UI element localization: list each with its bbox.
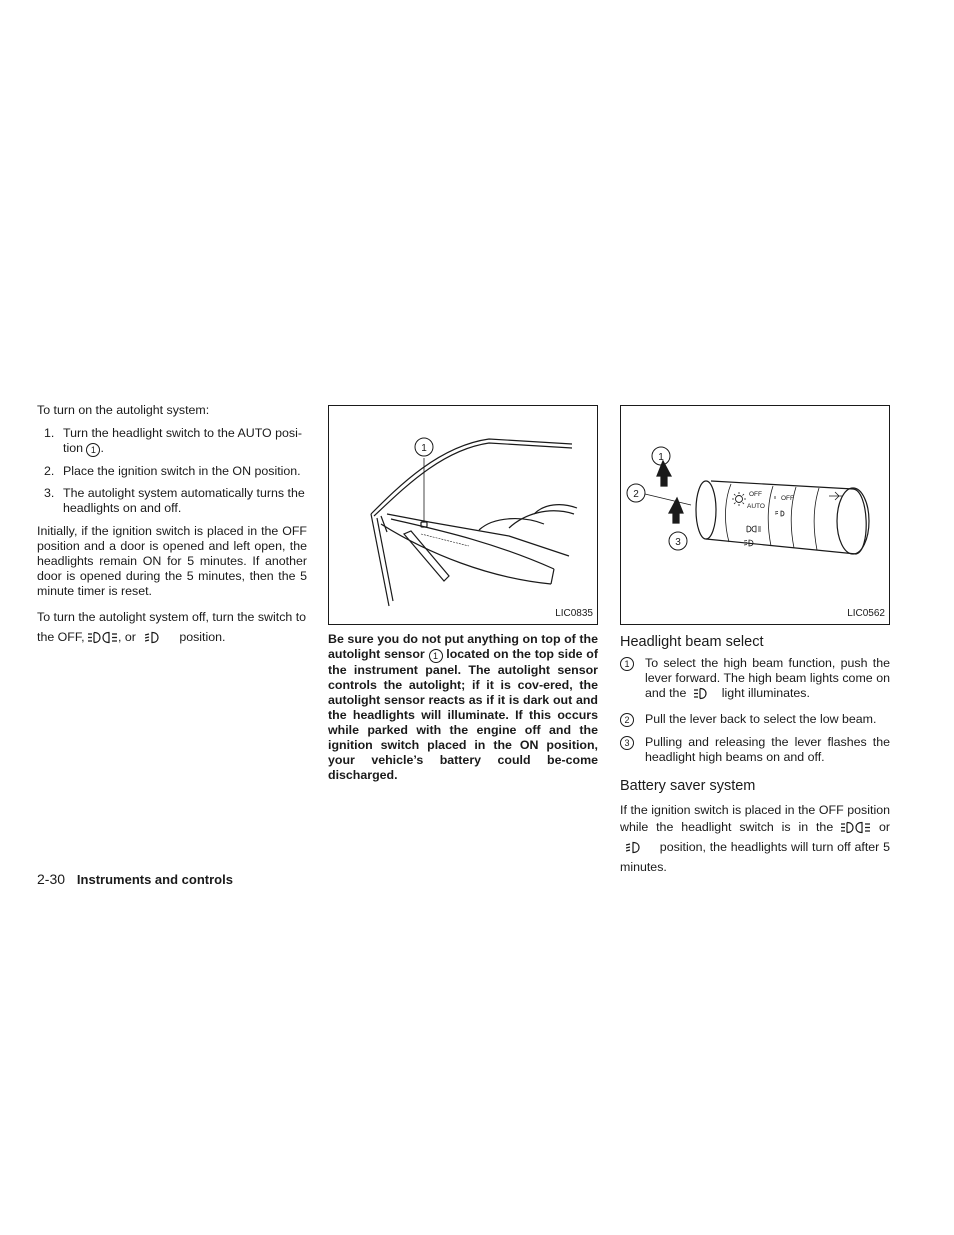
switch-label-auto: AUTO <box>747 503 765 510</box>
step-3: 3. The autolight system automatically turns the headlights on and off. <box>44 486 305 515</box>
battery-saver-paragraph: If the ignition switch is placed in the OFF position while the headlight switch is in the or position, the headlights will turn off after 5 minutes. <box>620 803 890 874</box>
beam-select-items <box>620 656 890 765</box>
callout-1-marker: 1 <box>86 443 100 457</box>
parking-light-icon <box>88 630 118 650</box>
headlight-lever-figure <box>620 405 890 625</box>
autolight-sensor-figure <box>328 405 598 625</box>
figure-callout-2: 2 <box>633 489 639 500</box>
windshield-dashboard-illustration <box>329 406 599 626</box>
battery-saver-heading: Battery saver system <box>620 778 756 794</box>
page-footer <box>37 871 233 887</box>
headlight-icon <box>145 630 161 650</box>
beam-item-2: 2 Pull the lever back to select the low beam. <box>620 712 890 727</box>
autolight-timer-paragraph: Initially, if the ignition switch is placed in the OFF position and a door is opened and left open, the headlights remain ON for 5 minutes. If another door is opened during the 5 minutes, then the 5 minute timer is reset. <box>37 524 307 598</box>
figure-code: LIC0562 <box>847 608 885 619</box>
combination-switch-illustration <box>621 406 891 626</box>
switch-label-off: OFF <box>749 491 762 498</box>
figure-callout-1: 1 <box>658 452 664 463</box>
headlight-icon <box>626 841 642 859</box>
left-column <box>37 403 307 650</box>
step-2: 2. Place the ignition switch in the ON position. <box>44 464 301 478</box>
figure-callout-1: 1 <box>421 443 427 454</box>
callout-1-marker: 1 <box>429 649 443 663</box>
high-beam-icon <box>694 687 710 704</box>
parking-light-icon <box>841 821 871 839</box>
page-number: 2-30 <box>37 871 66 887</box>
switch-label-off-fog: OFF <box>781 495 794 502</box>
beam-item-3: 3 Pulling and releasing the lever flashes the headlight high beams on and off. <box>620 735 890 765</box>
autolight-warning: Be sure you do not put anything on top of the autolight sensor 1 located on the top side of the instrument panel. The autolight sensor controls the autolight; if it is cov-ered, the autolight sensor reacts as if it is dark out and the headlights will illuminate. If this occurs while parked with the engine off and the ignition switch placed in the ON position, your vehicle’s battery could be-come discharged. <box>328 632 598 782</box>
autolight-off-paragraph: To turn the autolight system off, turn the switch to the OFF, , or position. <box>37 607 307 650</box>
section-title: Instruments and controls <box>76 872 233 887</box>
figure-code: LIC0835 <box>555 608 593 619</box>
autolight-intro: To turn on the autolight system: <box>37 403 210 417</box>
middle-column <box>328 405 598 783</box>
autolight-steps <box>37 426 307 516</box>
right-column <box>620 405 890 876</box>
headlight-beam-heading: Headlight beam select <box>620 634 764 650</box>
figure-callout-3: 3 <box>675 537 681 548</box>
step-1: 1. Turn the headlight switch to the AUTO posi-tion 1 . <box>44 426 302 455</box>
beam-item-1: 1 To select the high beam function, push the lever forward. The high beam lights come on and the light illuminates. <box>620 656 890 704</box>
